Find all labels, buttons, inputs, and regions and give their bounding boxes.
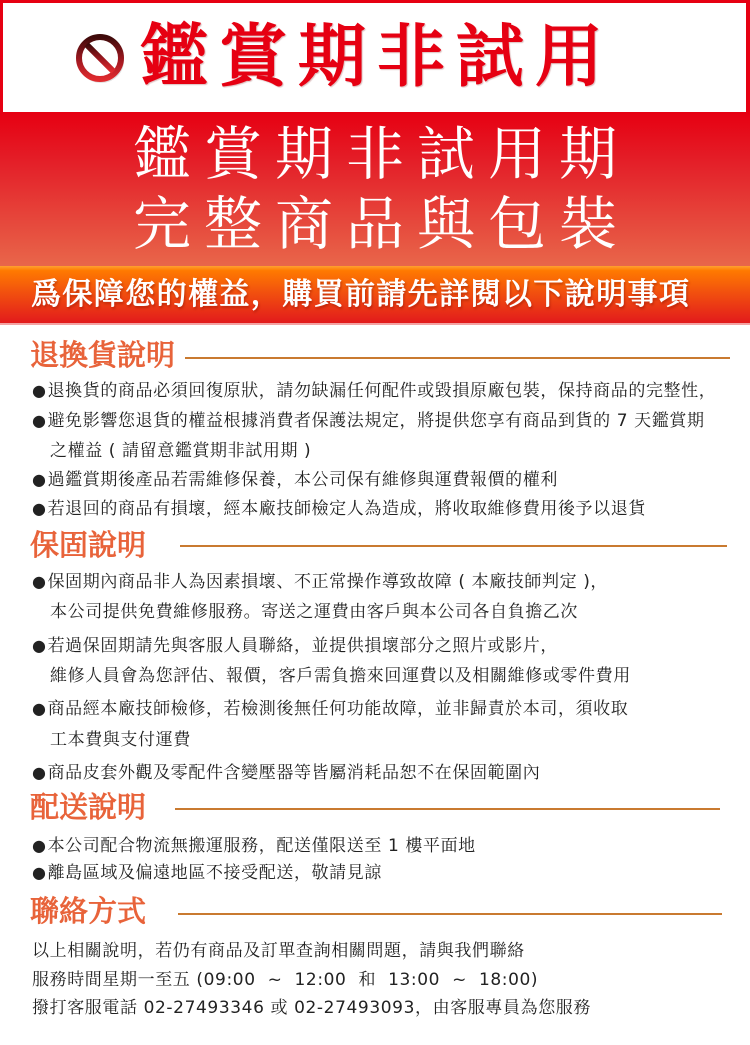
list-item-text: 離島區域及偏遠地區不接受配送，敬請見諒 xyxy=(47,863,382,883)
section-divider xyxy=(180,545,727,547)
list-item xyxy=(32,862,382,884)
service-hours: 服務時間星期一至五 (09:00 ~ 12:00 和 13:00 ~ 18:00) xyxy=(32,970,539,990)
contact-line: 以上相關說明，若仍有商品及訂單查詢相關問題，請與我們聯絡 xyxy=(32,941,525,961)
list-item-text: 保固期內商品非人為因素損壞、不正常操作導致故障 ( 本廠技師判定 )， xyxy=(47,572,609,592)
section-divider xyxy=(178,913,722,915)
banner-line-2: 完整商品與包裝 xyxy=(132,190,630,258)
bullet-icon: ● xyxy=(32,499,47,518)
section-divider xyxy=(175,808,720,810)
section-title-contact: 聯絡方式 xyxy=(30,894,147,928)
bullet-icon: ● xyxy=(32,763,47,782)
contact-phone: 撥打客服電話 02-27493346 或 02-27493093，由客服專員為您服務 xyxy=(32,998,591,1018)
bullet-icon: ● xyxy=(32,636,47,655)
list-item-text: 商品皮套外觀及零配件含變壓器等皆屬消耗品恕不在保固範圍內 xyxy=(47,763,541,783)
prohibited-icon xyxy=(74,32,126,84)
list-item-text: 本公司配合物流無搬運服務，配送僅限送至 1 樓平面地 xyxy=(47,836,476,856)
list-item xyxy=(32,380,716,402)
list-item xyxy=(32,762,540,784)
bullet-icon: ● xyxy=(32,381,47,400)
bullet-icon: ● xyxy=(32,572,47,591)
bullet-icon: ● xyxy=(32,836,47,855)
section-title-warranty: 保固說明 xyxy=(30,528,147,562)
list-item-text: 商品經本廠技師檢修，若檢測後無任何功能故障，並非歸責於本司，須收取 xyxy=(47,699,629,719)
list-item-continuation: 維修人員會為您評估、報價，客戶需負擔來回運費以及相關維修或零件費用 xyxy=(50,666,631,686)
list-item-continuation: 本公司提供免費維修服務。寄送之運費由客戶與本公司各自負擔乙次 xyxy=(50,602,578,622)
bullet-icon: ● xyxy=(32,699,47,718)
bullet-icon: ● xyxy=(32,863,47,882)
list-item xyxy=(32,635,558,657)
page-title: 鑑賞期非試用 xyxy=(140,18,615,97)
list-item-continuation: 之權益 ( 請留意鑑賞期非試用期 ) xyxy=(50,441,312,461)
list-item xyxy=(32,835,476,857)
section-title-returns: 退換貨說明 xyxy=(30,338,176,372)
list-item-text: 若過保固期請先與客服人員聯絡，並提供損壞部分之照片或影片， xyxy=(47,636,558,656)
list-item xyxy=(32,571,608,593)
list-item xyxy=(32,498,646,520)
list-item xyxy=(32,698,628,720)
list-item xyxy=(32,410,705,432)
section-title-delivery: 配送說明 xyxy=(30,790,147,824)
notice-text: 爲保障您的權益，購買前請先詳閱以下說明事項 xyxy=(31,277,691,312)
list-item-text: 過鑑賞期後產品若需維修保養，本公司保有維修與運費報價的權利 xyxy=(47,470,558,490)
section-divider xyxy=(185,357,730,359)
bullet-icon: ● xyxy=(32,411,47,430)
list-item-text: 避免影響您退貨的權益根據消費者保護法規定，將提供您享有商品到貨的 7 天鑑賞期 xyxy=(47,411,705,431)
banner-line-1: 鑑賞期非試用期 xyxy=(132,120,630,188)
list-item-text: 若退回的商品有損壞，經本廠技師檢定人為造成，將收取維修費用後予以退貨 xyxy=(47,499,646,519)
list-item-text: 退換貨的商品必須回復原狀，請勿缺漏任何配件或毀損原廠包裝，保持商品的完整性， xyxy=(47,381,717,401)
bullet-icon: ● xyxy=(32,470,47,489)
list-item-continuation: 工本費與支付運費 xyxy=(50,730,191,750)
list-item xyxy=(32,469,558,491)
